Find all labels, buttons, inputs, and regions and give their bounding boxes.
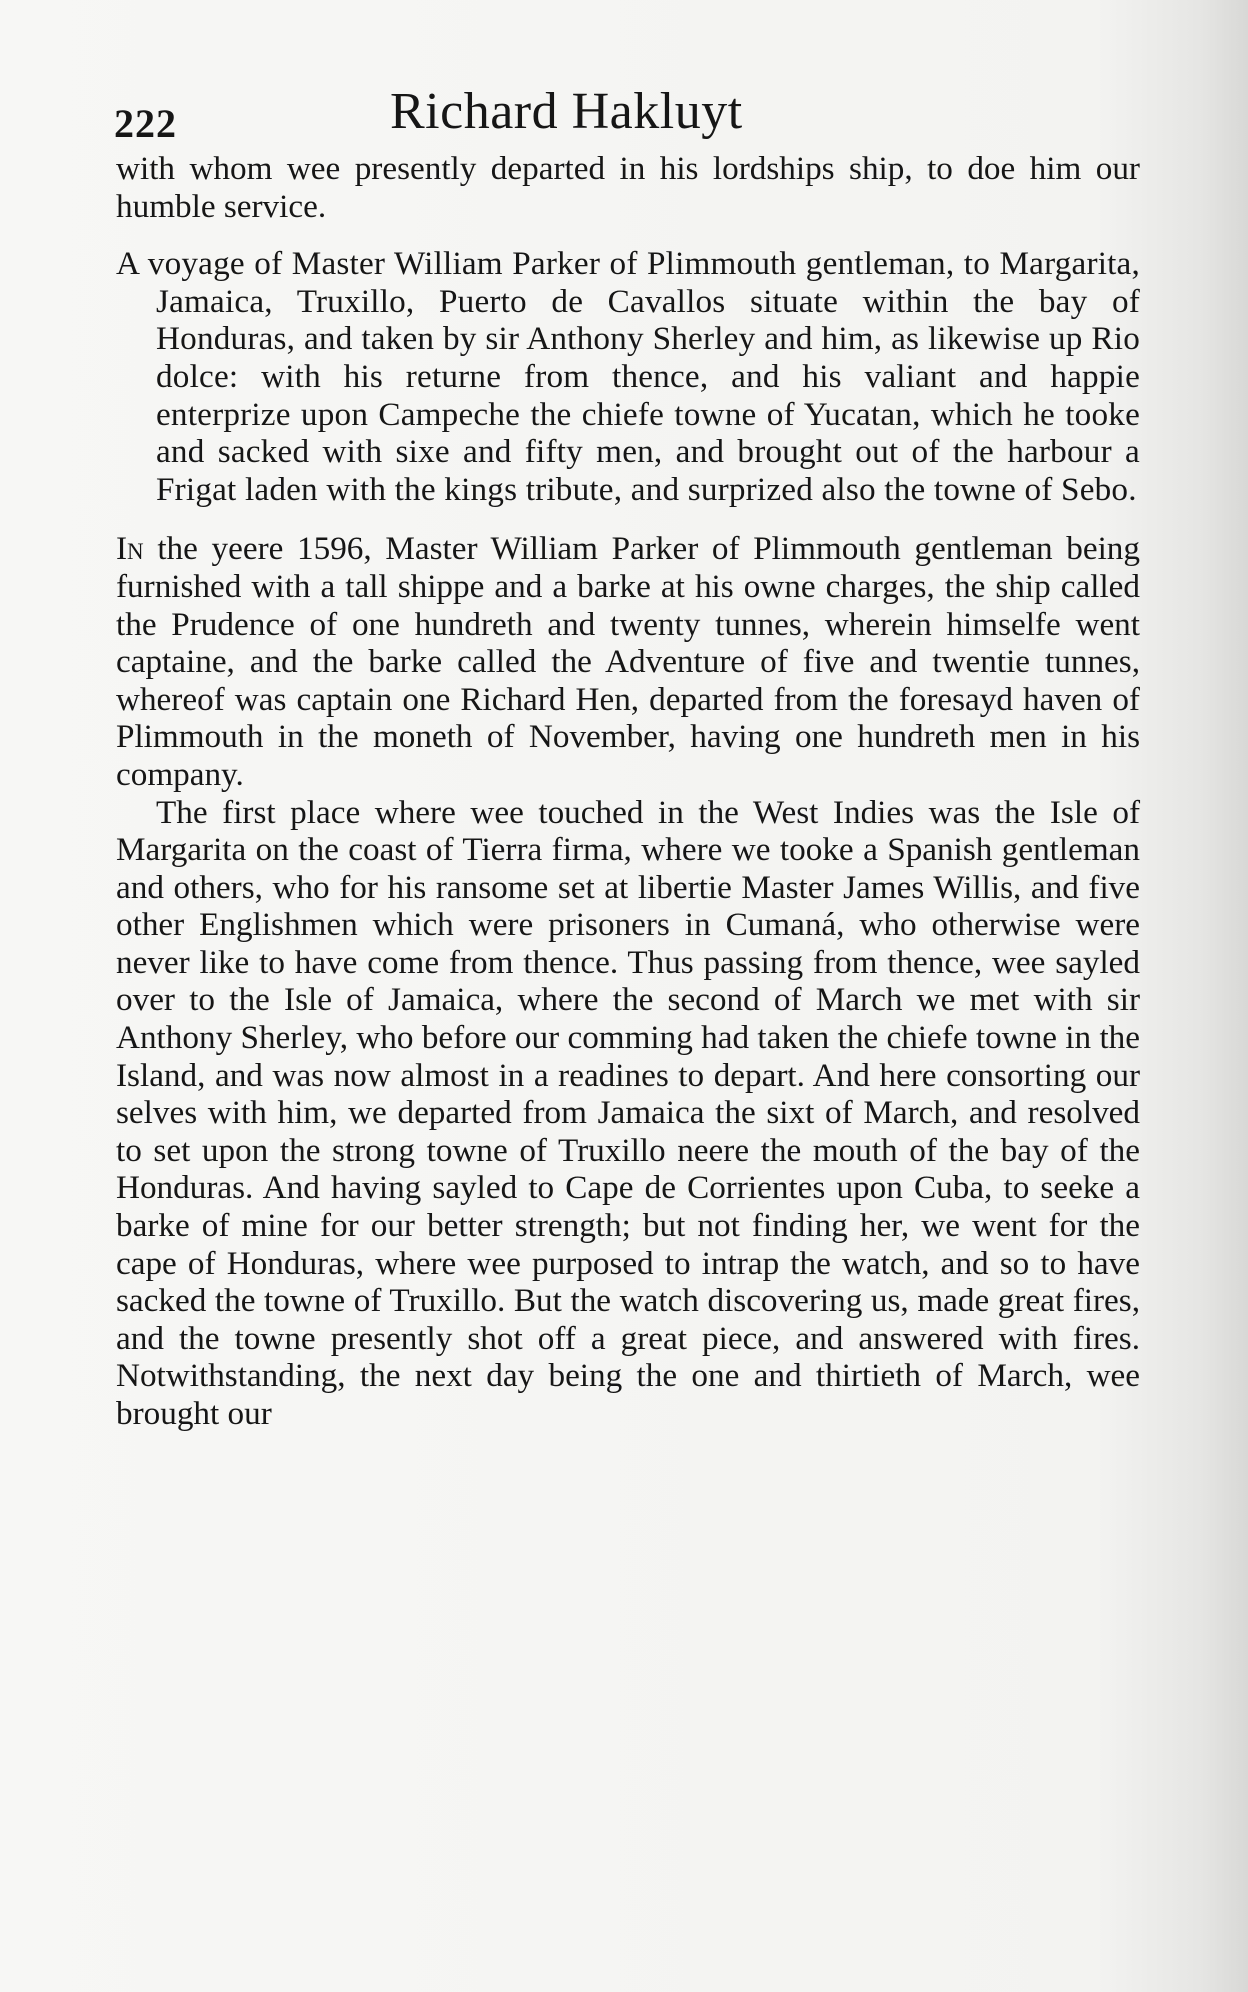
first-paragraph bbox=[116, 530, 1140, 793]
first-paragraph-initial: In bbox=[116, 530, 144, 568]
page-header bbox=[112, 82, 1142, 152]
first-paragraph-text: the yeere 1596, Master William Parker of Plimmouth gentleman being furnished with a tall shippe and a barke at his owne charges, the ship called the Prudence of one hundreth and twenty tunnes, wherein himselfe went captaine, and the barke called the Adventure of five and twentie tunnes, whereof was captain one Richard Hen, departed from the foresayd haven of Plimmouth in the moneth of November, having one hundreth men in his company. bbox=[116, 530, 1140, 793]
continuation-paragraph: with whom wee presently departed in his lordships ship, to doe him our humble service. bbox=[116, 150, 1140, 225]
page-number: 222 bbox=[114, 101, 177, 146]
body-text bbox=[116, 150, 1140, 1433]
second-paragraph: The first place where wee touched in the West Indies was the Isle of Margarita on the coast of Tierra firma, where we tooke a Spanish gentleman and others, who for his ransome set at libertie Master James Willis, and five other Englishmen which were prisoners in Cumaná, who otherwise were never like to have come from thence. Thus passing from thence, wee sayled over to the Isle of Jamaica, where the second of March we met with sir Anthony Sherley, who before our comming had taken the chiefe towne in the Island, and was now almost in a readines to depart. And here consorting our selves with him, we departed from Jamaica the sixt of March, and resolved to set upon the strong towne of Truxillo neere the mouth of the bay of the Honduras. And having sayled to Cape de Corrientes upon Cuba, to seeke a barke of mine for our better strength; but not finding her, we went for the cape of Honduras, where wee purposed to intrap the watch, and so to have sacked the towne of Truxillo. But the watch discovering us, made great fires, and the towne presently shot off a great piece, and answered with fires. Notwithstanding, the next day being the one and thirtieth of March, wee brought our bbox=[116, 793, 1140, 1432]
voyage-heading: A voyage of Master William Parker of Plimmouth gentleman, to Margarita, Jamaica, Truxillo, Puerto de Cavallos situate within the bay of Honduras, and taken by sir Anthony Sherley and him, as likewise up Rio dolce: with his returne from thence, and his valiant and happie enterprize upon Campeche the chiefe towne of Yucatan, which he tooke and sacked with sixe and fifty men, and brought out of the harbour a Frigat laden with the kings tribute, and surprized also the towne of Sebo. bbox=[116, 245, 1140, 508]
running-title: Richard Hakluyt bbox=[390, 83, 743, 140]
